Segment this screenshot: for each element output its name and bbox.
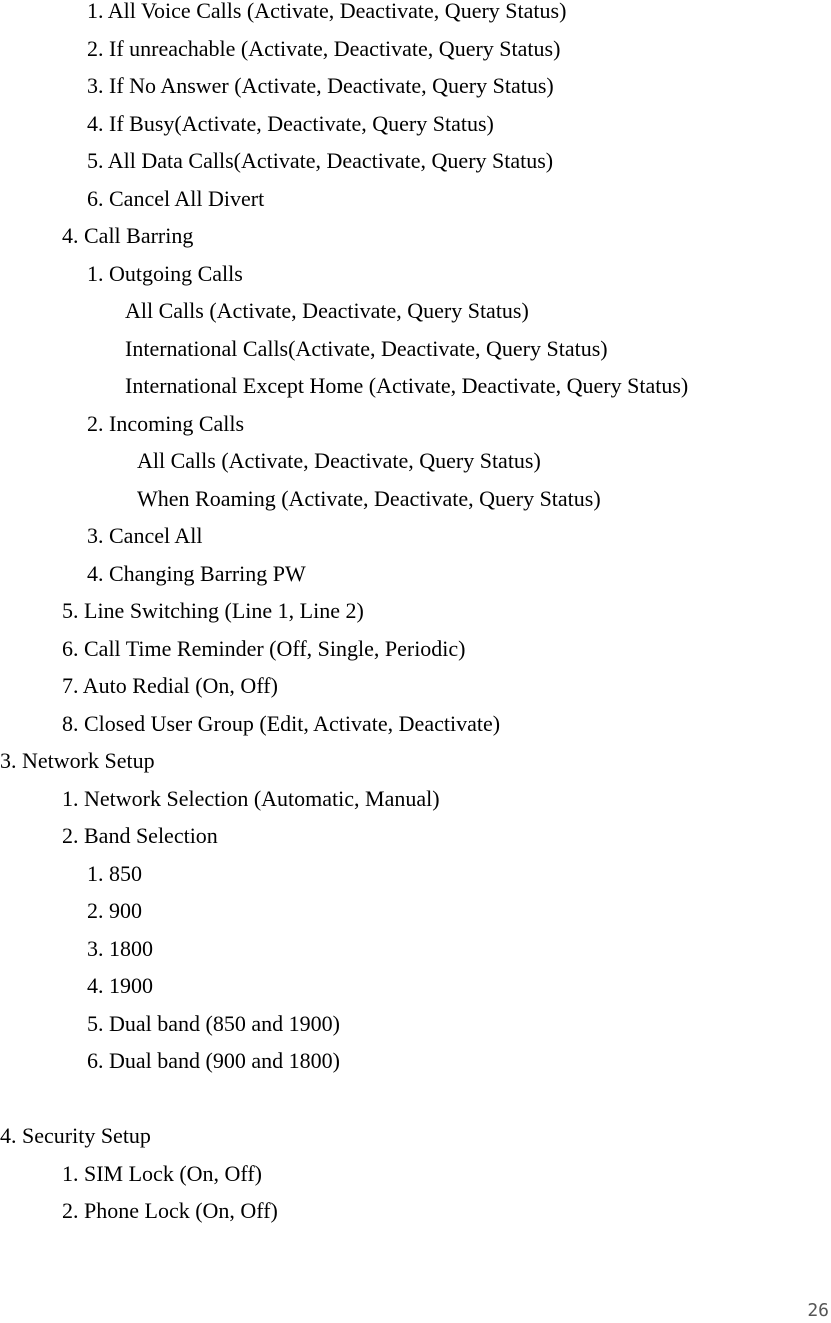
outline-item-level-2: 6. Cancel All Divert [87,185,265,211]
outline-item-level-2: 3. 1800 [87,935,153,961]
outline-item-level-1: 1. SIM Lock (On, Off) [62,1160,263,1186]
outline-item-level-2: 5. All Data Calls(Activate, Deactivate, Query Status) [87,148,554,173]
outline-item-level-4: All Calls (Activate, Deactivate, Query Status) [137,448,541,473]
outline-item-level-1: 8. Closed User Group (Edit, Activate, Deactivate) [62,710,501,736]
outline-item-level-2: 3. If No Answer (Activate, Deactivate, Query Status) [87,73,554,98]
outline-item-level-1: 5. Line Switching (Line 1, Line 2) [62,598,364,623]
outline-item-level-1: 7. Auto Redial (On, Off) [62,673,278,698]
outline-item-level-2: 1. Outgoing Calls [87,260,243,286]
outline-item-level-0: 3. Network Setup [0,748,155,773]
outline-item-level-2: 4. If Busy(Activate, Deactivate, Query Status) [87,110,494,136]
outline-item-level-0: 4. Security Setup [0,1123,151,1148]
outline-item-level-1: 1. Network Selection (Automatic, Manual) [62,785,440,811]
outline-item-level-2: 1. All Voice Calls (Activate, Deactivate, Query Status) [87,0,567,23]
page-number: 26 [807,1300,829,1321]
outline-item-level-1: 4. Call Barring [62,223,194,248]
outline-item-level-1: 2. Band Selection [62,823,218,848]
outline-item-level-2: 1. 850 [87,860,142,886]
outline-item-level-3: All Calls (Activate, Deactivate, Query Status) [125,298,529,323]
outline-item-level-2: 4. Changing Barring PW [87,560,306,586]
outline-item-level-2: 4. 1900 [87,973,153,998]
outline-item-level-2: 6. Dual band (900 and 1800) [87,1048,340,1073]
outline-item-level-2: 2. If unreachable (Activate, Deactivate, Query Status) [87,35,561,61]
outline-item-level-2: 2. 900 [87,898,142,923]
outline-item-level-1: 6. Call Time Reminder (Off, Single, Periodic) [62,635,466,661]
outline-item-level-1: 2. Phone Lock (On, Off) [62,1198,278,1223]
outline-item-level-3: International Except Home (Activate, Deactivate, Query Status) [125,373,689,398]
outline-item-level-3: International Calls(Activate, Deactivate, Query Status) [125,335,608,361]
outline-item-level-2: 5. Dual band (850 and 1900) [87,1010,340,1036]
outline-item-level-4: When Roaming (Activate, Deactivate, Query Status) [137,485,601,511]
outline-item-level-2: 2. Incoming Calls [87,410,245,436]
outline-item-level-2: 3. Cancel All [87,523,203,548]
